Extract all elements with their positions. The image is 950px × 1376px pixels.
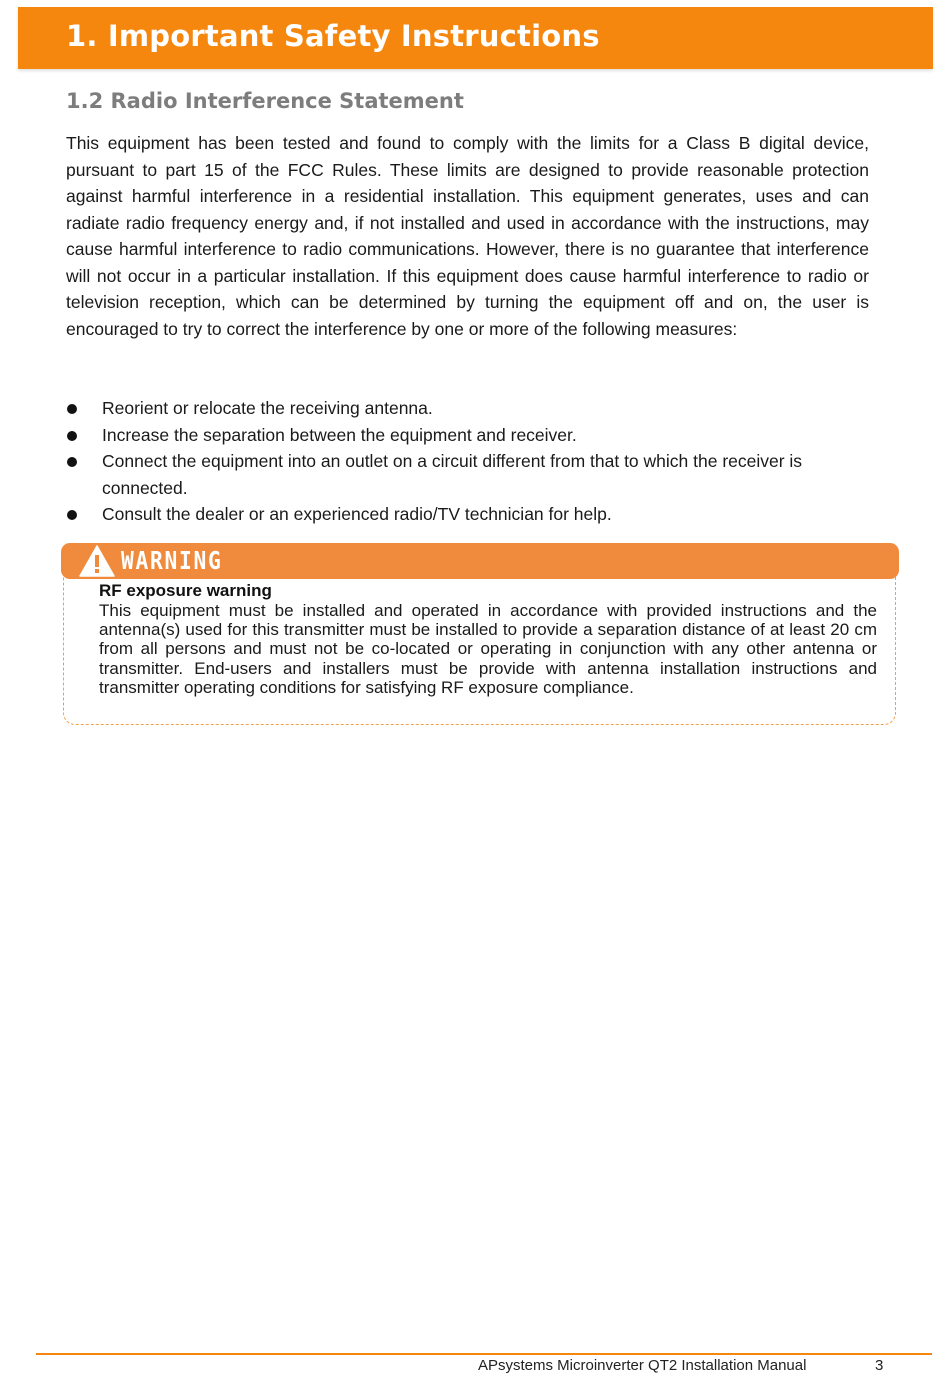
footer-divider: [36, 1353, 932, 1355]
list-item: [66, 501, 869, 528]
chapter-title: 1. Important Safety Instructions: [66, 19, 600, 53]
warning-label: WARNING: [121, 546, 223, 575]
list-item: [66, 448, 869, 501]
bullet-icon: [67, 510, 77, 520]
list-item-text: Reorient or relocate the receiving antenna.: [102, 398, 433, 418]
warning-banner: [61, 543, 899, 579]
bullet-icon: [67, 457, 77, 467]
chapter-header-band: [18, 7, 933, 69]
warning-heading: RF exposure warning: [99, 581, 272, 600]
footer-manual-title: APsystems Microinverter QT2 Installation Manual: [478, 1357, 807, 1374]
section-title: 1.2 Radio Interference Statement: [66, 89, 464, 113]
warning-text: This equipment must be installed and operated in accordance with provided instructions and the antenna(s) used for this transmitter must be installed to provide a separation distance of at least 20 cm from all persons and must not be co-located or operating in conjunction with any other antenna or transmitter. End-users and installers must be provide with antenna installation instructions and transmitter operating conditions for satisfying RF exposure compliance.: [99, 601, 877, 697]
bullet-icon: [67, 404, 77, 414]
interference-paragraph: This equipment has been tested and found to comply with the limits for a Class B digital device, pursuant to part 15 of the FCC Rules. These limits are designed to provide reasonable protection against harmful interference in a residential installation. This equipment generates, uses and can radiate radio frequency energy and, if not installed and used in accordance with the instructions, may cause harmful interference to radio communications. However, there is no guarantee that interference will not occur in a particular installation. If this equipment does cause harmful interference to radio or television reception, which can be determined by turning the equipment off and on, the user is encouraged to try to correct the interference by one or more of the following measures:: [66, 133, 869, 339]
list-item: [66, 422, 869, 449]
page-number: 3: [875, 1357, 884, 1374]
list-item-text: Consult the dealer or an experienced radio/TV technician for help.: [102, 504, 612, 524]
warning-triangle-icon: [79, 545, 115, 577]
list-item: [66, 395, 869, 422]
bullet-icon: [67, 431, 77, 441]
list-item-text: Increase the separation between the equipment and receiver.: [102, 424, 577, 445]
measures-list: [66, 395, 869, 528]
list-item-text: Connect the equipment into an outlet on a circuit different from that to which the receiver is connected.: [102, 451, 803, 498]
